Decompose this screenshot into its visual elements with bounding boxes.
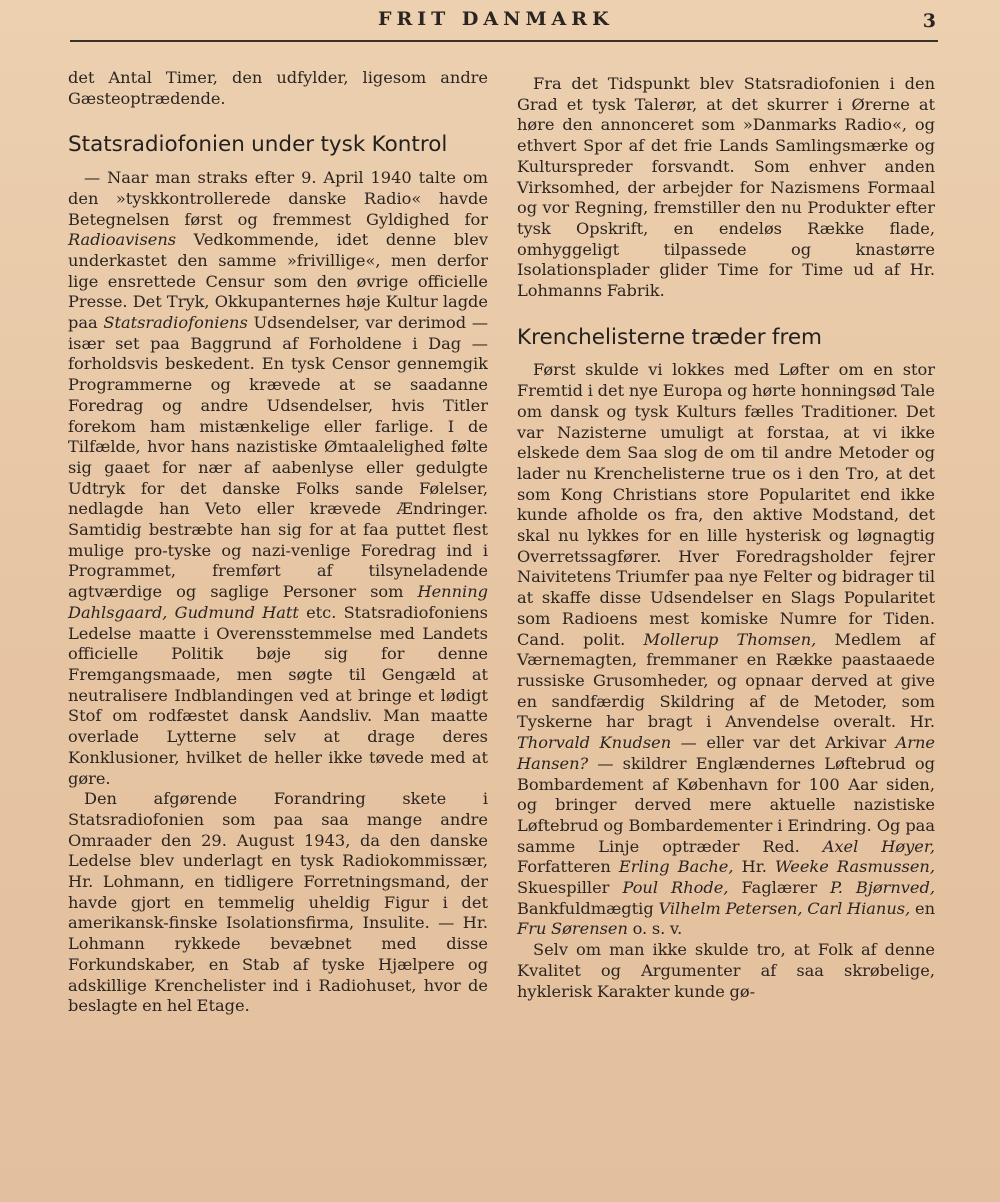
right-paragraph-2: Selv om man ikke skulde tro, at Folk af denne Kvalitet og Argumenter af saa skrøbelige, hyklerisk Karakter kunde gø- [517, 940, 935, 1001]
masthead-title: FRIT DANMARK [378, 8, 614, 30]
right-paragraph-1: Først skulde vi lokkes med Løfter om en stor Fremtid i det nye Europa og hørte honningsød Tale om dansk og tysk Kulturs fælles Traditioner. Det var Nazisterne umuligt at forstaa, at vi ikke elskede dem Saa slog de om til andre Metoder og lader nu Krenchelisterne true os i den Tro, at det som Kong Christians store Popularitet end ikke kunde afholde os fra, den aktive Modstand, det skal nu lykkes for en lille hysterisk og løgnagtig Overretssagfører. Hver Foredragsholder fejrer Naivitetens Triumfer paa nye Felter og bidrager til at skaffe disse Udsendelser en Slags Popularitet som Radioens mest komiske Numre for Tiden. Cand. polit. Mollerup Thomsen, Medlem af Værnemagten, fremmaner en Række paastaaede russiske Grusomheder, og opnaar derved at give en sandfærdig Skildring af de Metoder, som Tyskerne har bragt i Anvendelse overalt. Hr. Thorvald Knudsen — eller var det Arkivar Arne Hansen? — skildrer Englændernes Løftebrud og Bombardement af København for 100 Aar siden, og bringer derved mere aktuelle nazistiske Løftebrud og Bombardementer i Erindring. Og paa samme Linje optræder Red. Axel Høyer, Forfatteren Erling Bache, Hr. Weeke Rasmussen, Skuespiller Poul Rhode, Faglærer P. Bjørnved, Bankfuldmægtig Vilhelm Petersen, Carl Hianus, en Fru Sørensen o. s. v. [517, 360, 936, 939]
right-column [517, 74, 935, 1002]
masthead [70, 6, 950, 36]
left-column [68, 68, 488, 1017]
header-rule [70, 40, 938, 42]
right-intro-paragraph: Fra det Tidspunkt blev Statsradiofonien i den Grad et tysk Talerør, at det skurrer i Ørerne at høre den annonceret som »Danmarks Radio«, og ethvert Spor af det frie Lands Samlingsmærke og Kulturspreder forsvandt. Som enhver anden Virksomhed, der arbejder for Nazismens Formaal og vor Regning, fremstiller den nu Produkter efter tysk Opskrift, en endeløs Række flade, omhyggeligt tilpassede og knastørre Isolationsplader glider Time for Time ud af Hr. Lohmanns Fabrik. [517, 74, 935, 301]
right-section-heading: Krenchelisterne træder frem [517, 324, 822, 350]
left-section-heading: Statsradiofonien under tysk Kontrol [68, 132, 448, 158]
left-paragraph-2: Den afgørende Forandring skete i Statsradiofonien som paa saa mange andre Omraader den 29. August 1943, da den danske Ledelse blev underlagt en tysk Radiokommissær, Hr. Lohmann, en tidligere Forretningsmand, der havde gjort en temmelig uheldig Figur i det amerikansk-finske Isolationsfirma, Insulite. — Hr. Lohmann rykkede bevæbnet med disse Forkundskaber, en Stab af tyske Hjælpere og adskillige Krenchelister ind i Radiohuset, hvor de beslagte en hel Etage. [68, 789, 488, 1016]
page-number: 3 [922, 10, 936, 32]
left-intro-paragraph: det Antal Timer, den udfylder, ligesom andre Gæsteoptrædende. [68, 68, 488, 108]
left-paragraph-1: — Naar man straks efter 9. April 1940 talte om den »tyskkontrollerede danske Radio« havde Betegnelsen først og fremmest Gyldighed for Radioavisens Vedkommende, idet denne blev underkastet den samme »frivillige«, men derfor lige ensrettede Censur som den øvrige officielle Presse. Det Tryk, Okkupanternes høje Kultur lagde paa Statsradiofoniens Udsendelser, var derimod — især set paa Baggrund af Forholdene i Dag — forholdsvis beskedent. En tysk Censor gennemgik Programmerne og krævede at se saadanne Foredrag og andre Udsendelser, hvis Titler forekom ham mistænkelige eller farlige. I de Tilfælde, hvor hans nazistiske Ømtaalelighed følte sig gaaet for nær af aabenlyse eller gedulgte Udtryk for det danske Folks sande Følelser, nedlagde han Veto eller krævede Ændringer. Samtidig bestræbte han sig for at faa puttet flest mulige pro-tyske og nazi-venlige Foredrag ind i Programmet, fremført af tilsyneladende agtværdige og saglige Personer som Henning Dahlsgaard, Gudmund Hatt etc. Statsradiofoniens Ledelse maatte i Overensstemmelse med Landets officielle Politik bøje sig for denne Fremgangsmaade, men søgte til Gengæld at neutralisere Indblandingen ved at bringe et lødigt Stof om rodfæstet dansk Aandsliv. Man maatte overlade Lytterne selv at drage deres Konklusioner, hvilket de heller ikke tøvede med at gøre. [68, 168, 489, 788]
